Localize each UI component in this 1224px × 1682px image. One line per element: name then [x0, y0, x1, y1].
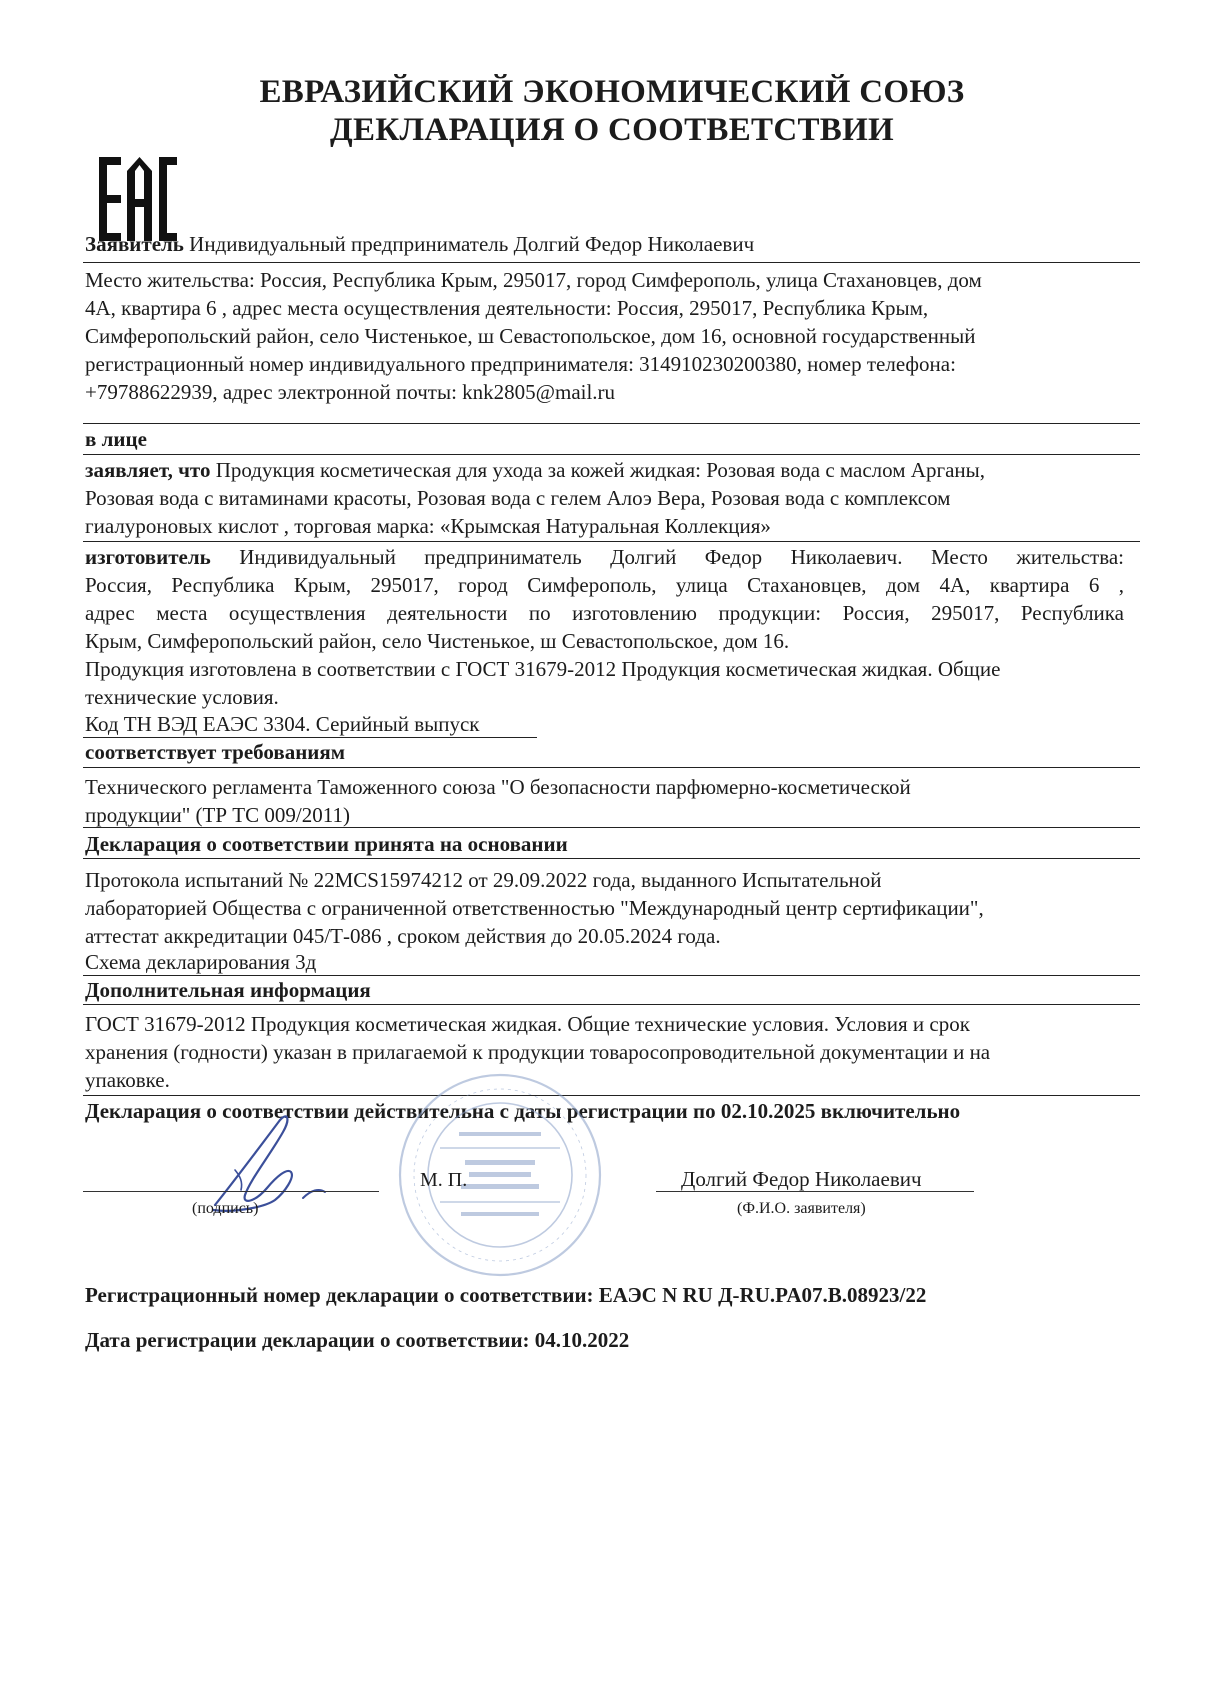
divider [83, 454, 1140, 455]
applicant-row [85, 230, 1124, 258]
manufacturer-block [85, 543, 1124, 711]
divider [83, 827, 1140, 828]
basis-line: лабораторией Общества с ограниченной ответственностью "Международный центр сертификации", [85, 896, 984, 920]
additional-heading: Дополнительная информация [85, 978, 371, 1002]
applicant-label: Заявитель [85, 232, 184, 256]
divider [83, 262, 1140, 263]
union-title: ЕВРАЗИЙСКИЙ ЭКОНОМИЧЕСКИЙ СОЮЗ [259, 74, 965, 110]
basis-heading: Декларация о соответствии принята на основании [85, 832, 568, 856]
applicant-address [85, 266, 1124, 406]
address-line: регистрационный номер индивидуального предпринимателя: 314910230200380, номер телефона: [85, 352, 956, 376]
declares-line: Продукция косметическая для ухода за кожей жидкая: Розовая вода с маслом Арганы, [215, 458, 986, 482]
manufacturer-line: Индивидуальный предприниматель Долгий Федор Николаевич. Место жительства: [239, 545, 1124, 569]
basis-text [85, 866, 1124, 950]
declares-label: заявляет, что [85, 458, 211, 482]
manufacturer-label: изготовитель [85, 545, 211, 569]
in-person-label: в лице [85, 427, 147, 451]
address-line: Симферопольский район, село Чистенькое, ш Севастопольское, дом 16, основной государственный [85, 324, 976, 348]
basis-line: Протокола испытаний № 22MCS15974212 от 29.09.2022 года, выданного Испытательной [85, 868, 882, 892]
eac-logo [99, 157, 177, 241]
declares-line: гиалуроновых кислот , торговая марка: «Крымская Натуральная Коллекция» [85, 514, 771, 538]
declares-block [85, 456, 1124, 540]
manufacturer-line: Россия, Республика Крым, 295017, город Симферополь, улица Стахановцев, дом 4А, квартира 6 , [85, 573, 1124, 597]
registration-number: Регистрационный номер декларации о соответствии: ЕАЭС N RU Д-RU.PA07.B.08923/22 [85, 1283, 927, 1307]
validity-statement: Декларация о соответствии действительна с даты регистрации по 02.10.2025 включительно [85, 1099, 961, 1123]
signature-line [83, 1191, 379, 1192]
divider [83, 541, 1140, 542]
divider [83, 858, 1140, 859]
gost-line: технические условия. [85, 685, 279, 709]
applicant-value: Индивидуальный предприниматель Долгий Федор Николаевич [189, 232, 755, 256]
additional-line: ГОСТ 31679-2012 Продукция косметическая жидкая. Общие технические условия. Условия и срок [85, 1012, 970, 1036]
address-line: +79788622939, адрес электронной почты: knk2805@mail.ru [85, 380, 616, 404]
manufacturer-line: адрес места осуществления деятельности по изготовлению продукции: Россия, 295017, Республика [85, 601, 1124, 625]
document-title: ДЕКЛАРАЦИЯ О СООТВЕТСТВИИ [329, 112, 895, 148]
divider [83, 423, 1140, 424]
compliance-line: продукции" (ТР ТС 009/2011) [85, 803, 350, 827]
compliance-text [85, 773, 1124, 829]
divider [83, 1004, 1140, 1005]
declaration-scheme: Схема декларирования 3д [85, 950, 317, 974]
address-line: 4А, квартира 6 , адрес места осуществления деятельности: Россия, 295017, Республика Крым, [85, 296, 929, 320]
signature-caption: (подпись) [192, 1200, 259, 1217]
compliance-heading: соответствует требованиям [85, 740, 346, 764]
gost-line: Продукция изготовлена в соответствии с ГОСТ 31679-2012 Продукция косметическая жидкая. Общие [85, 657, 1001, 681]
additional-line: хранения (годности) указан в прилагаемой к продукции товаросопроводительной документации и на [85, 1040, 991, 1064]
registration-date: Дата регистрации декларации о соответствии: 04.10.2022 [85, 1328, 630, 1352]
compliance-line: Технического регламента Таможенного союза "О безопасности парфюмерно-косметической [85, 775, 911, 799]
signatory-name: Долгий Федор Николаевич [681, 1167, 922, 1191]
name-caption: (Ф.И.О. заявителя) [737, 1200, 866, 1217]
manufacturer-line: Крым, Симферопольский район, село Чистенькое, ш Севастопольское, дом 16. [85, 629, 790, 653]
mp-label: М. П. [420, 1169, 468, 1191]
divider [83, 767, 1140, 768]
divider [83, 1095, 1140, 1096]
basis-line: аттестат аккредитации 045/Т-086 , сроком действия до 20.05.2024 года. [85, 924, 721, 948]
additional-line: упаковке. [85, 1068, 170, 1092]
declares-line: Розовая вода с витаминами красоты, Розовая вода с гелем Алоэ Вера, Розовая вода с комплексом [85, 486, 951, 510]
tnved-code: Код ТН ВЭД ЕАЭС 3304. Серийный выпуск [85, 712, 480, 736]
address-line: Место жительства: Россия, Республика Крым, 295017, город Симферополь, улица Стахановцев, дом [85, 268, 982, 292]
